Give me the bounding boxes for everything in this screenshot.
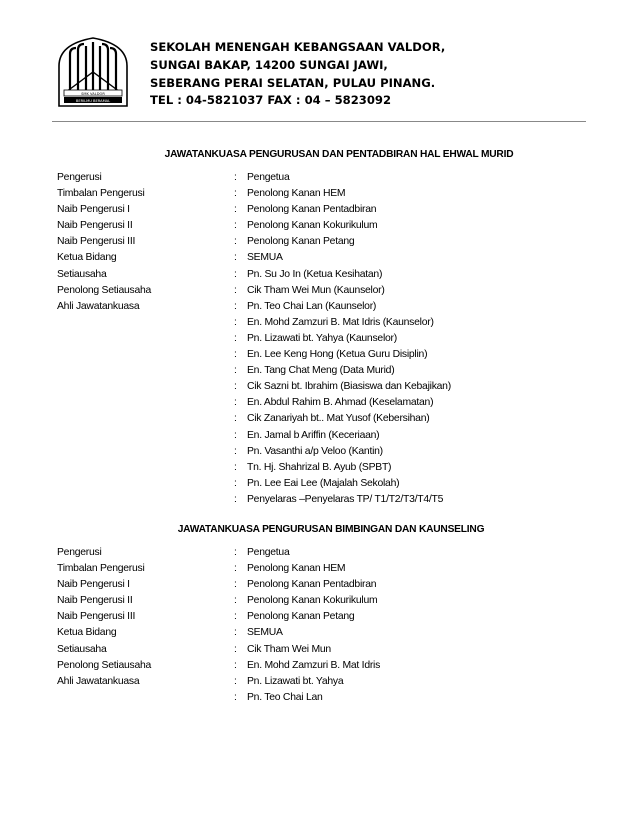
school-address-block: [150, 39, 445, 110]
committee-member: Cik Zanariyah bt.. Mat Yusof (Kebersihan): [247, 413, 430, 425]
committee-row: [57, 365, 617, 381]
school-name-line: SEKOLAH MENENGAH KEBANGSAAN VALDOR,: [150, 40, 446, 54]
committee-role: Penolong Setiausaha: [57, 284, 152, 296]
committee-list-hem: [57, 172, 617, 510]
committee-row: [57, 692, 617, 708]
committee-row: [57, 285, 617, 301]
committee-member: Penyelaras –Penyelaras TP/ T1/T2/T3/T4/T5: [247, 493, 444, 505]
committee-row: [57, 220, 617, 236]
committee-member: Pn. Lee Eai Lee (Majalah Sekolah): [247, 477, 400, 489]
committee-row: [57, 547, 617, 563]
committee-member: Penolong Kanan Kokurikulum: [247, 220, 378, 232]
separator-colon: :: [234, 284, 237, 296]
committee-list-kaunseling: [57, 547, 617, 708]
separator-colon: :: [234, 461, 237, 473]
committee-member: Penolong Kanan Pentadbiran: [247, 579, 377, 591]
committee-row: [57, 397, 617, 413]
committee-row: [57, 204, 617, 220]
committee-member: En. Lee Keng Hong (Ketua Guru Disiplin): [247, 349, 428, 361]
committee-row: [57, 172, 617, 188]
committee-row: [57, 188, 617, 204]
committee-member: Pengetua: [247, 172, 290, 183]
section-title-kaunseling: JAWATANKUASA PENGURUSAN BIMBINGAN DAN KAUNSELING: [177, 524, 485, 535]
separator-colon: :: [234, 172, 237, 183]
separator-colon: :: [234, 268, 237, 280]
separator-colon: :: [234, 316, 237, 328]
committee-role: Naib Pengerusi I: [57, 204, 130, 216]
committee-member: En. Tang Chat Meng (Data Murid): [247, 365, 395, 377]
header-divider: [52, 121, 586, 122]
committee-member: Penolong Kanan Pentadbiran: [247, 204, 377, 216]
separator-colon: :: [234, 595, 237, 607]
committee-member: Cik Tham Wei Mun (Kaunselor): [247, 284, 385, 296]
separator-colon: :: [234, 547, 237, 558]
school-address-line-2: SEBERANG PERAI SELATAN, PULAU PINANG.: [150, 75, 436, 90]
committee-row: [57, 494, 617, 510]
committee-member: Penolong Kanan HEM: [247, 188, 346, 200]
letterhead: [0, 0, 638, 124]
committee-member: Penolong Kanan Kokurikulum: [247, 595, 378, 607]
separator-colon: :: [234, 627, 237, 639]
committee-row: [57, 563, 617, 579]
school-logo-icon: [56, 36, 130, 108]
committee-row: [57, 301, 617, 317]
separator-colon: :: [234, 563, 237, 575]
committee-row: [57, 627, 617, 643]
committee-role: Ahli Jawatankuasa: [57, 675, 140, 687]
committee-member: Penolong Kanan Petang: [247, 611, 355, 623]
committee-role: Naib Pengerusi III: [57, 236, 136, 248]
committee-row: [57, 381, 617, 397]
committee-row: [57, 252, 617, 268]
committee-member: Pn. Su Jo In (Ketua Kesihatan): [247, 268, 383, 280]
section-title-hem: JAWATANKUASA PENGURUSAN DAN PENTADBIRAN HAL EHWAL MURID: [164, 149, 514, 160]
committee-role: Naib Pengerusi II: [57, 220, 133, 232]
separator-colon: :: [234, 659, 237, 671]
separator-colon: :: [234, 477, 237, 489]
committee-role: Pengerusi: [57, 172, 102, 183]
separator-colon: :: [234, 445, 237, 457]
committee-row: [57, 644, 617, 660]
separator-colon: :: [234, 493, 237, 505]
committee-row: [57, 446, 617, 462]
school-contact-line: TEL : 04-5821037 FAX : 04 – 5823092: [150, 93, 392, 108]
committee-role: Naib Pengerusi II: [57, 595, 133, 607]
separator-colon: :: [234, 220, 237, 232]
committee-role: Ahli Jawatankuasa: [57, 300, 140, 312]
committee-member: SEMUA: [247, 627, 283, 639]
separator-colon: :: [234, 365, 237, 377]
separator-colon: :: [234, 332, 237, 344]
committee-member: Pn. Vasanthi a/p Veloo (Kantin): [247, 445, 383, 457]
committee-row: [57, 595, 617, 611]
committee-member: En. Jamal b Ariffin (Keceriaan): [247, 429, 380, 441]
separator-colon: :: [234, 300, 237, 312]
committee-role: Penolong Setiausaha: [57, 659, 152, 671]
committee-row: [57, 317, 617, 333]
committee-row: [57, 660, 617, 676]
committee-role: Ketua Bidang: [57, 252, 117, 264]
committee-member: Cik Tham Wei Mun: [247, 643, 331, 655]
separator-colon: :: [234, 236, 237, 248]
committee-role: Pengerusi: [57, 547, 102, 558]
committee-member: Pengetua: [247, 547, 290, 558]
committee-member: En. Mohd Zamzuri B. Mat Idris (Kaunselor): [247, 316, 434, 328]
committee-row: [57, 349, 617, 365]
separator-colon: :: [234, 252, 237, 264]
separator-colon: :: [234, 413, 237, 425]
committee-member: Pn. Teo Chai Lan: [247, 691, 323, 703]
committee-role: Ketua Bidang: [57, 627, 117, 639]
separator-colon: :: [234, 188, 237, 200]
committee-member: Pn. Lizawati bt. Yahya: [247, 675, 344, 687]
logo-text-bottom: BERILMU BERAMAL: [75, 98, 111, 103]
committee-row: [57, 676, 617, 692]
committee-row: [57, 430, 617, 446]
committee-role: Naib Pengerusi III: [57, 611, 136, 623]
committee-row: [57, 611, 617, 627]
committee-role: Setiausaha: [57, 643, 107, 655]
committee-member: Penolong Kanan Petang: [247, 236, 355, 248]
separator-colon: :: [234, 397, 237, 409]
separator-colon: :: [234, 381, 237, 393]
separator-colon: :: [234, 579, 237, 591]
school-address-line-1: SUNGAI BAKAP, 14200 SUNGAI JAWI,: [150, 57, 388, 72]
committee-member: Tn. Hj. Shahrizal B. Ayub (SPBT): [247, 461, 392, 473]
committee-member: Cik Sazni bt. Ibrahim (Biasiswa dan Kebajikan): [247, 381, 451, 393]
committee-row: [57, 333, 617, 349]
separator-colon: :: [234, 643, 237, 655]
separator-colon: :: [234, 429, 237, 441]
committee-role: Setiausaha: [57, 268, 107, 280]
committee-row: [57, 478, 617, 494]
committee-member: SEMUA: [247, 252, 283, 264]
committee-member: En. Abdul Rahim B. Ahmad (Keselamatan): [247, 397, 434, 409]
committee-role: Timbalan Pengerusi: [57, 188, 145, 200]
separator-colon: :: [234, 691, 237, 703]
committee-member: Penolong Kanan HEM: [247, 563, 346, 575]
separator-colon: :: [234, 349, 237, 361]
committee-member: En. Mohd Zamzuri B. Mat Idris: [247, 659, 381, 671]
committee-row: [57, 462, 617, 478]
separator-colon: :: [234, 204, 237, 216]
logo-text-top: SMK VALDOR: [81, 91, 105, 96]
committee-member: Pn. Teo Chai Lan (Kaunselor): [247, 300, 377, 312]
separator-colon: :: [234, 675, 237, 687]
committee-row: [57, 269, 617, 285]
committee-role: Naib Pengerusi I: [57, 579, 130, 591]
committee-row: [57, 579, 617, 595]
committee-row: [57, 413, 617, 429]
separator-colon: :: [234, 611, 237, 623]
committee-role: Timbalan Pengerusi: [57, 563, 145, 575]
committee-member: Pn. Lizawati bt. Yahya (Kaunselor): [247, 332, 397, 344]
committee-row: [57, 236, 617, 252]
